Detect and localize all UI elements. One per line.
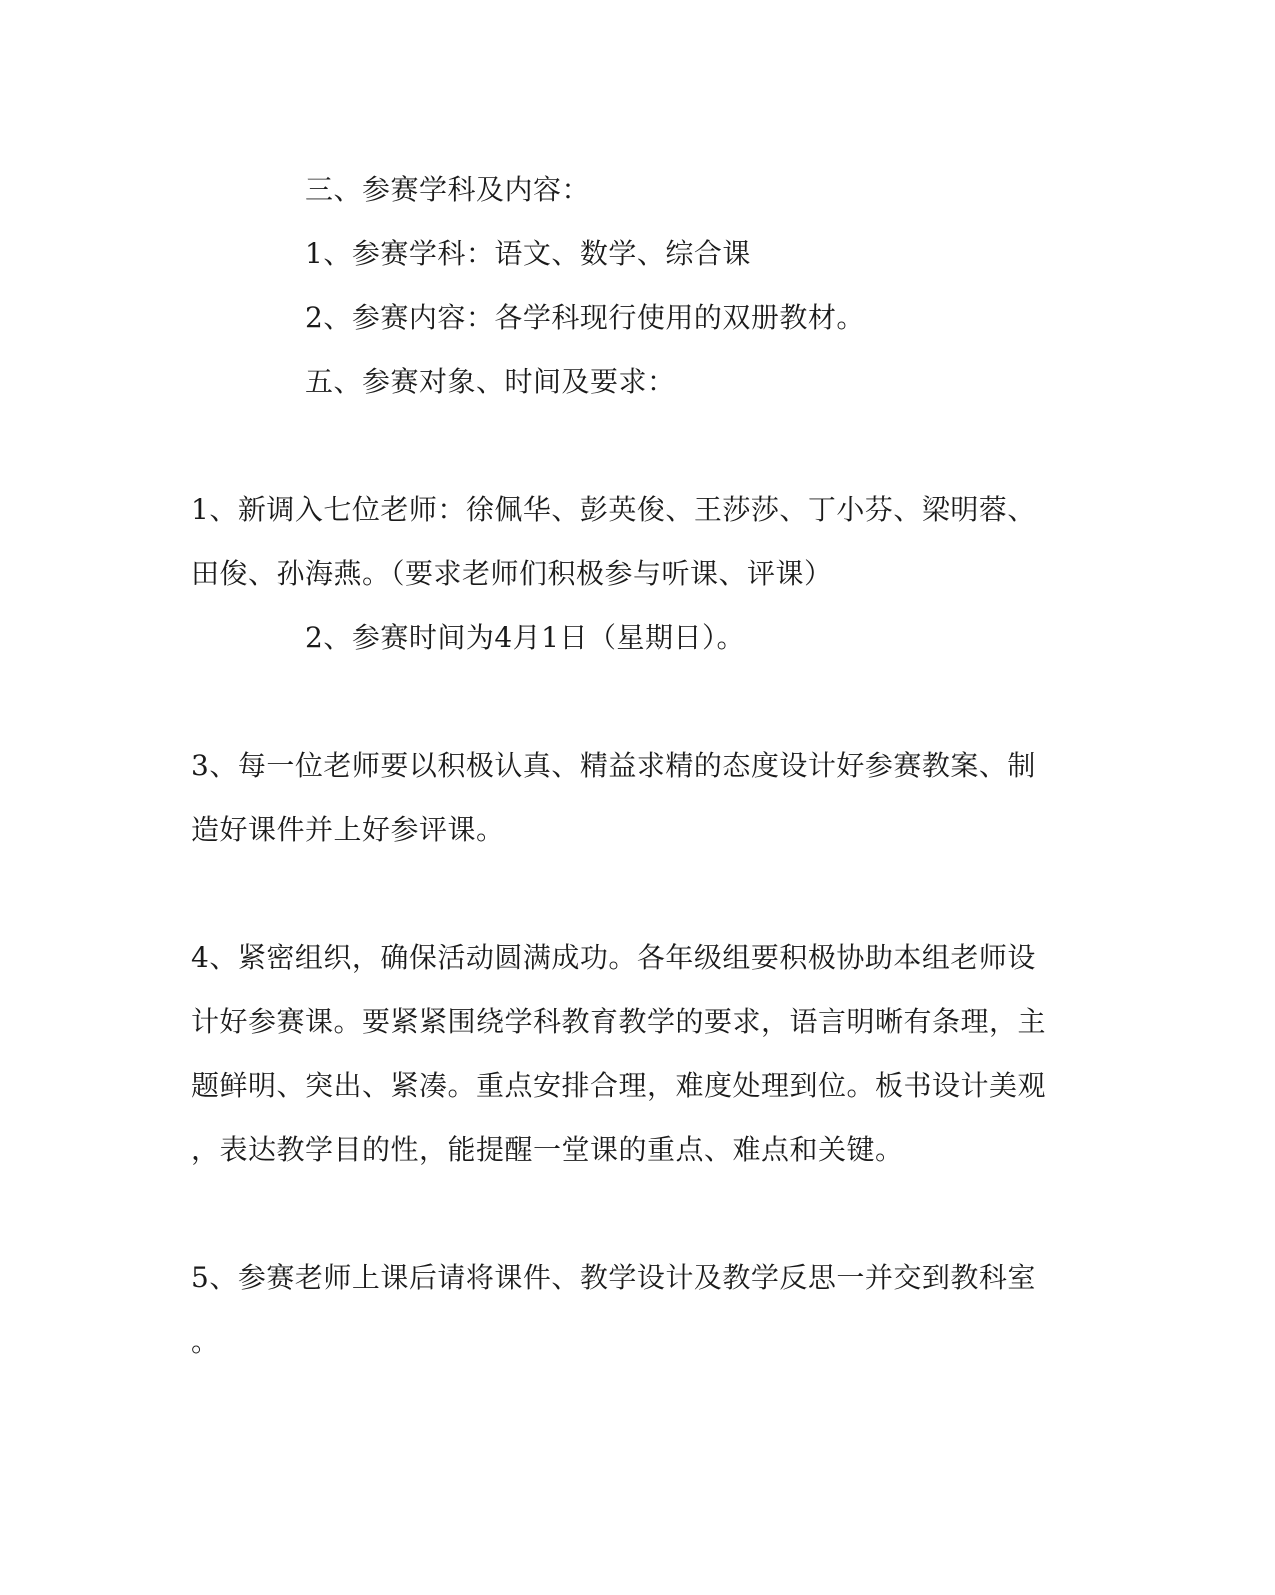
requirement-5-line-1: 5、参赛老师上课后请将课件、教学设计及教学反思一并交到教科室	[191, 1261, 1036, 1294]
content-item: 2、参赛内容：各学科现行使用的双册教材。	[305, 301, 865, 334]
requirement-3-line-1: 3、每一位老师要以积极认真、精益求精的态度设计好参赛教案、制	[191, 749, 1036, 782]
section-3-heading: 三、参赛学科及内容：	[305, 173, 591, 206]
requirement-2: 2、参赛时间为4月1日（星期日）。	[305, 621, 745, 654]
subject-item: 1、参赛学科：语文、数学、综合课	[305, 237, 751, 270]
section-5-heading: 五、参赛对象、时间及要求：	[305, 365, 676, 398]
requirement-3-line-2: 造好课件并上好参评课。	[191, 813, 505, 846]
requirement-4-line-2: 计好参赛课。要紧紧围绕学科教育教学的要求，语言明晰有条理，主	[191, 1005, 1047, 1038]
requirement-1-line-2: 田俊、孙海燕。（要求老师们积极参与听课、评课）	[191, 557, 833, 590]
requirement-1-line-1: 1、新调入七位老师：徐佩华、彭英俊、王莎莎、丁小芬、梁明蓉、	[191, 493, 1036, 526]
requirement-5-line-2: 。	[191, 1325, 220, 1358]
requirement-4-line-3: 题鲜明、突出、紧凑。重点安排合理，难度处理到位。板书设计美观	[191, 1069, 1047, 1102]
requirement-4-line-1: 4、紧密组织，确保活动圆满成功。各年级组要积极协助本组老师设	[191, 941, 1036, 974]
requirement-4-line-4: ，表达教学目的性，能提醒一堂课的重点、难点和关键。	[191, 1133, 904, 1166]
